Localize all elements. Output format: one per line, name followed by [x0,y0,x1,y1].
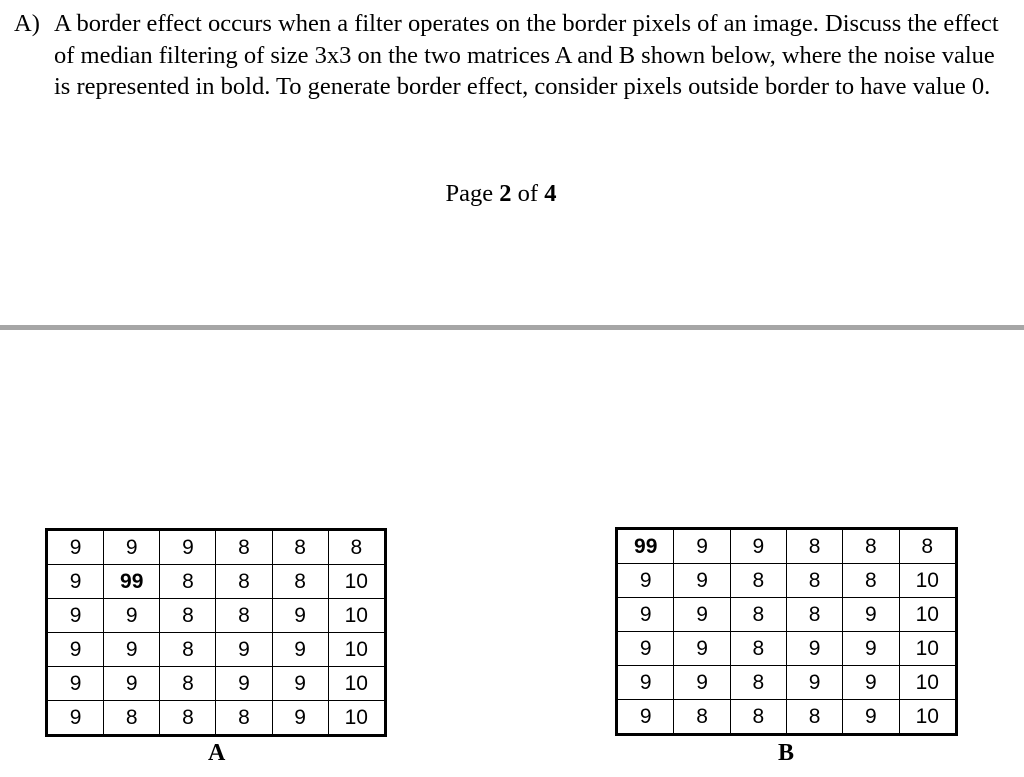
matrix-cell: 9 [160,530,216,565]
matrix-row [617,564,957,598]
matrix-row [47,530,386,565]
matrix-cell: 9 [47,667,104,701]
matrix-cell: 8 [216,701,272,736]
matrix-cell: 9 [216,633,272,667]
matrix-cell: 9 [47,701,104,736]
matrix-cell: 8 [160,701,216,736]
matrix-row [47,633,386,667]
matrix-cell: 9 [674,564,730,598]
matrix-cell: 10 [328,565,385,599]
matrix-cell: 9 [104,530,160,565]
matrix-cell: 9 [104,667,160,701]
matrix-cell: 8 [328,530,385,565]
matrix-cell: 9 [47,565,104,599]
matrix-cell: 10 [899,632,956,666]
matrix-cell: 9 [730,529,786,564]
matrix-row [47,667,386,701]
matrix-row [617,700,957,735]
matrix-cell: 9 [674,632,730,666]
matrix-cell: 9 [843,700,899,735]
matrix-cell: 8 [730,666,786,700]
matrix-cell: 8 [899,529,956,564]
matrix-cell: 9 [47,633,104,667]
matrix-cell: 9 [674,666,730,700]
matrix-cell: 9 [47,530,104,565]
question-label: A) [14,10,40,37]
matrix-cell-noise: 99 [104,565,160,599]
matrix-cell: 9 [617,632,674,666]
question-block [14,8,1014,103]
matrix-cell: 10 [328,667,385,701]
current-page: 2 [499,180,512,207]
question-text: A border effect occurs when a filter operates on the border pixels of an image. Discuss the effect of median filtering of size 3x3 on the two matrices A and B shown below, where the noise value is represented in bold. To generate border effect, consider pixels outside border to have value 0. [54,10,999,100]
matrix-b-caption: B [778,740,795,766]
matrix-row [617,529,957,564]
matrix-cell: 8 [730,598,786,632]
matrix-cell: 8 [674,700,730,735]
matrix-cell-noise: 99 [617,529,674,564]
matrix-cell: 9 [617,700,674,735]
of-word: of [517,180,539,207]
matrix-cell: 8 [730,700,786,735]
matrix-cell: 8 [843,529,899,564]
total-pages: 4 [544,180,557,207]
matrix-cell: 8 [786,598,842,632]
matrix-cell: 8 [160,599,216,633]
matrix-cell: 9 [104,599,160,633]
matrix-cell: 9 [104,633,160,667]
matrix-cell: 8 [786,700,842,735]
matrix-row [617,666,957,700]
page-word: Page [445,180,494,207]
matrix-cell: 8 [786,529,842,564]
matrix-cell: 10 [328,633,385,667]
matrix-cell: 9 [843,598,899,632]
matrix-cell: 8 [160,667,216,701]
page-number [0,180,1002,208]
matrix-cell: 8 [160,565,216,599]
matrix-cell: 9 [216,667,272,701]
matrix-cell: 9 [674,598,730,632]
matrix-cell: 10 [899,700,956,735]
matrix-cell: 8 [730,564,786,598]
matrix-cell: 8 [216,530,272,565]
matrix-cell: 8 [160,633,216,667]
matrix-cell: 8 [104,701,160,736]
matrix-cell: 9 [617,666,674,700]
matrix-cell: 8 [216,565,272,599]
matrix-cell: 8 [730,632,786,666]
matrix-cell: 9 [674,529,730,564]
matrix-a-caption: A [208,740,226,766]
matrix-a-table [45,528,387,737]
matrix-cell: 10 [328,701,385,736]
matrix-cell: 9 [272,701,328,736]
matrix-cell: 9 [786,666,842,700]
matrix-cell: 8 [216,599,272,633]
matrix-cell: 9 [47,599,104,633]
matrix-cell: 10 [899,666,956,700]
matrix-row [47,565,386,599]
matrix-cell: 10 [899,598,956,632]
matrix-row [617,598,957,632]
matrix-cell: 8 [272,565,328,599]
matrix-cell: 8 [272,530,328,565]
matrix-cell: 9 [617,564,674,598]
matrix-cell: 8 [843,564,899,598]
page-divider [0,325,1024,330]
matrix-cell: 9 [272,633,328,667]
matrix-cell: 9 [617,598,674,632]
matrix-cell: 9 [786,632,842,666]
matrix-row [47,701,386,736]
matrix-cell: 10 [899,564,956,598]
matrix-cell: 9 [272,599,328,633]
matrix-cell: 9 [272,667,328,701]
matrix-cell: 9 [843,666,899,700]
matrix-b-table [615,527,958,736]
matrix-cell: 9 [843,632,899,666]
matrix-row [617,632,957,666]
matrix-cell: 8 [786,564,842,598]
matrix-row [47,599,386,633]
matrix-cell: 10 [328,599,385,633]
